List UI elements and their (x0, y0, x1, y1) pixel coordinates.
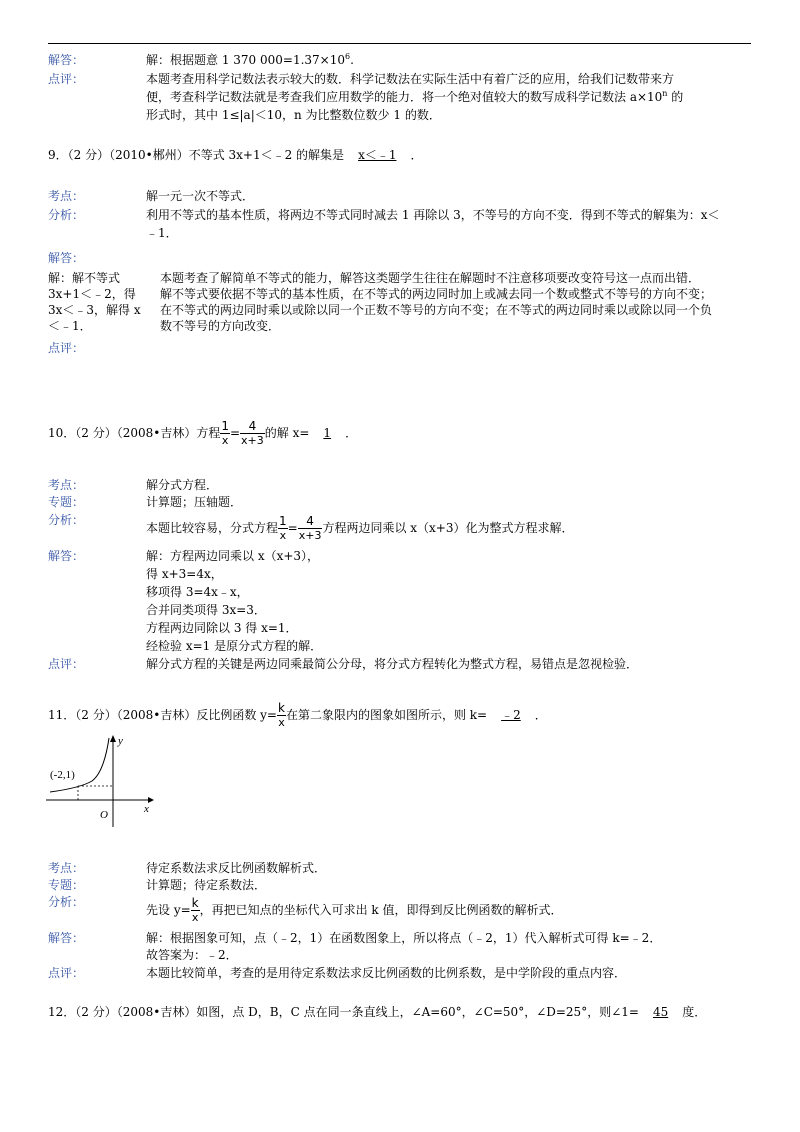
q9-jieda-side: 解：解不等式 3x+1＜﹣2，得 3x＜﹣3，解得 x＜﹣1． (48, 271, 141, 333)
q11-dianping: 本题比较简单，考查的是用待定系数法求反比例函数的比例系数，是中学阶段的重点内容． (146, 966, 627, 980)
q11-kaodian: 待定系数法求反比例函数解析式． (146, 861, 327, 875)
q9-jieda-label: 解答： (48, 251, 85, 265)
y-axis-arrow (110, 735, 116, 742)
q12-answer: 45 (652, 1005, 669, 1019)
q9-kaodian-label: 考点： (48, 189, 85, 203)
q10-jieda-line-2: 得 x+3=4x， (146, 567, 223, 581)
q12-stem: 12．（2 分）（2008•吉林）如图，点 D，B，C 点在同一条直线上，∠A=60°，∠C=50°，∠D=25°，则∠1= 45 度． (48, 1005, 707, 1019)
y-axis-label: y (118, 735, 123, 747)
q11-fraction: $\frac{k}{x}$ (278, 701, 285, 729)
q10-jieda-line-5: 方程两边同除以 3 得 x=1． (146, 621, 298, 635)
q10-jieda-line-3: 移项得 3=4x﹣x， (146, 585, 249, 599)
q10-kaodian: 解分式方程． (146, 478, 219, 492)
q9-dianping-line-3: 在不等式的两边同时乘以或除以同一个正数不等号的方向不变；在不等式的两边同时乘以或除以同一个负 (160, 303, 713, 317)
comment-line-2: 便，考查科学记数法就是考查我们应用数学的能力．将一个绝对值较大的数写成科学记数法 $a\times 10^n$ 的 (146, 89, 684, 104)
x-axis-arrow (148, 797, 154, 803)
q10-kaodian-label: 考点： (48, 478, 85, 492)
q9-dianping-label: 点评： (48, 341, 85, 355)
q10-dianping: 解分式方程的关键是两边同乘最简公分母，将分式方程转化为整式方程，易错点是忽视检验． (146, 657, 639, 671)
comment-line-1: 本题考查用科学记数法表示较大的数．科学记数法在实际生活中有着广泛的应用，给我们记数带来方 (146, 72, 675, 86)
comment-line-3: 形式时，其中 1≤|a|＜10，n 为比整数位数少 1 的数． (146, 108, 441, 122)
q11-stem: 11．（2 分）（2008•吉林）反比例函数 y= $\frac{k}{x}$ 在第二象限内的图象如图所示，则 k= ﹣2 ． (48, 701, 547, 729)
q11-fenxi: 先设 y= $\frac{k}{x}$ ，再把已知点的坐标代入可求出 k 值，即得到反比例函数的解析式． (146, 896, 563, 924)
point-label: (-2,1) (50, 769, 75, 781)
q10-dianping-label: 点评： (48, 657, 85, 671)
q10-jieda-line-4: 合并同类项得 3x=3． (146, 603, 266, 617)
answer-label: 解答： (48, 53, 85, 67)
q9-fenxi-line-1: 利用不等式的基本性质，将两边不等式同时减去 1 再除以 3，不等号的方向不变．得到不等式的解集为：x＜ (146, 208, 720, 222)
q9-fenxi-line-2: ﹣1． (146, 226, 178, 240)
q10-zhuanti: 计算题；压轴题． (146, 495, 243, 509)
q10-fenxi-label: 分析： (48, 513, 85, 527)
q9-dianping-line-1: 本题考查了解简单不等式的能力，解答这类题学生往往在解题时不注意移项要改变符号这一点而出错． (160, 271, 701, 285)
q10-jieda-line-6: 经检验 x=1 是原分式方程的解． (146, 639, 323, 653)
q11-fenxi-label: 分析： (48, 895, 85, 909)
q9-dianping-line-2: 解不等式要依据不等式的基本性质，在不等式的两边同时加上或减去同一个数或整式不等号的方向不变； (160, 287, 713, 301)
hyperbola-curve (50, 738, 109, 792)
q9-kaodian: 解一元一次不等式． (146, 189, 255, 203)
q9-dianping-line-4: 数不等号的方向改变． (160, 319, 281, 333)
q10-zhuanti-label: 专题： (48, 495, 85, 509)
q10-fraction-1: $\frac{1}{x}$ (221, 419, 229, 447)
comment-label: 点评： (48, 72, 85, 86)
origin-label: O (100, 809, 108, 821)
q10-fenxi-fraction-1: $\frac{1}{x}$ (279, 514, 287, 542)
q11-jieda-line-2: 故答案为：﹣2． (146, 948, 238, 962)
q10-answer: 1 (323, 426, 332, 440)
q10-fraction-2: $\frac{4}{x+3}$ (241, 419, 264, 447)
q11-dianping-label: 点评： (48, 966, 85, 980)
q9-stem: 9．（2 分）（2010•郴州）不等式 3x+1＜﹣2 的解集是 x＜﹣1 ． (48, 148, 423, 162)
top-rule (48, 43, 751, 44)
q11-kaodian-label: 考点： (48, 861, 85, 875)
q10-fenxi: 本题比较容易，分式方程 $\frac{1}{x}$ = $\frac{4}{x+3}$ 方程两边同乘以 x（x+3）化为整式方程求解． (146, 514, 574, 542)
q10-jieda-label: 解答： (48, 549, 85, 563)
q9-answer: x＜﹣1 (358, 148, 397, 162)
x-axis-label: x (144, 803, 149, 815)
q11-zhuanti: 计算题；待定系数法． (146, 878, 267, 892)
q11-jieda-label: 解答： (48, 931, 85, 945)
q10-stem: 10．（2 分）（2008•吉林）方程 $\frac{1}{x}$ = $\frac{4}{x+3}$ 的解 x= 1 ． (48, 419, 358, 447)
q11-zhuanti-label: 专题： (48, 878, 85, 892)
q11-fenxi-fraction: $\frac{k}{x}$ (191, 896, 199, 924)
answer-text: 解：根据题意 1 370 $000=1.37\times 10^6$. (146, 52, 354, 67)
q11-graph (40, 732, 160, 832)
q11-answer: ﹣2 (501, 708, 521, 722)
q11-jieda-line-1: 解：根据图象可知，点（﹣2，1）在函数图象上，所以将点（﹣2，1）代入解析式可得 k=﹣2． (146, 931, 662, 945)
q9-fenxi-label: 分析： (48, 208, 85, 222)
q10-fenxi-fraction-2: $\frac{4}{x+3}$ (298, 514, 322, 542)
q10-jieda-line-1: 解：方程两边同乘以 x（x+3）， (146, 549, 320, 563)
